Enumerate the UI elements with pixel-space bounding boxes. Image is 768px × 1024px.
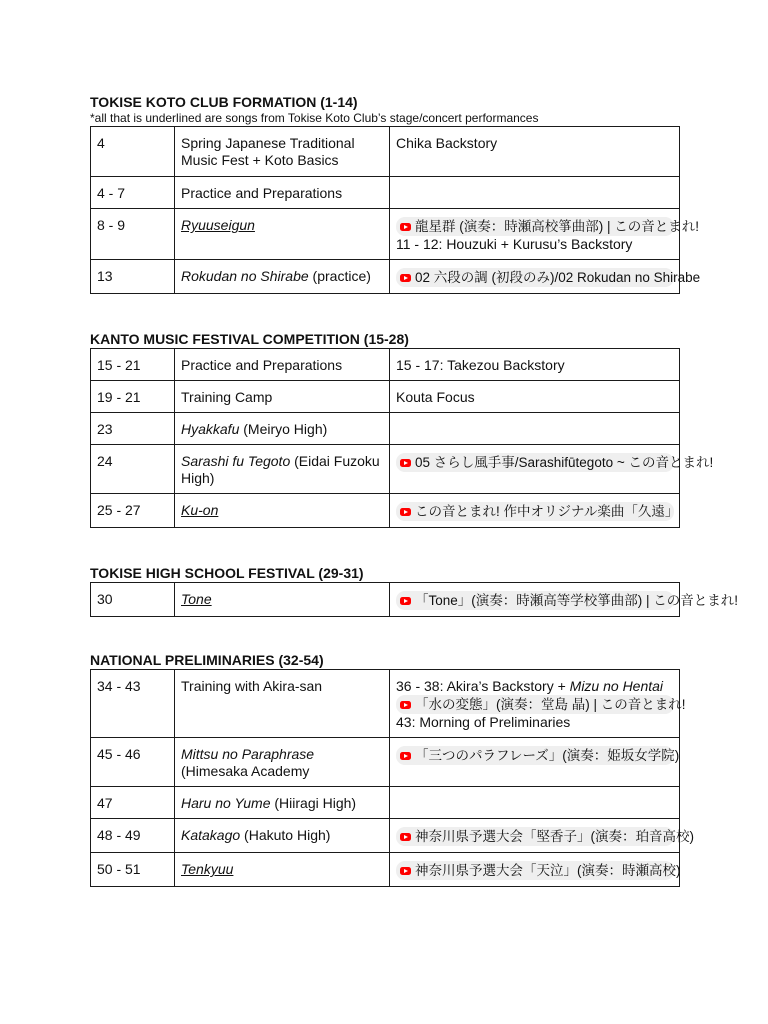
- event-cell: Practice and Preparations: [175, 177, 390, 209]
- youtube-icon: [400, 597, 411, 605]
- episode-cell: 4: [91, 127, 175, 177]
- notes-cell: [390, 583, 739, 617]
- song-title: Mizu no Hentai: [569, 678, 664, 694]
- episode-cell: 19 - 21: [91, 381, 175, 413]
- event-suffix: (Meiryo High): [239, 421, 328, 437]
- notes-cell: [390, 177, 680, 209]
- event-cell: [175, 494, 390, 528]
- episode-cell: 23: [91, 413, 175, 445]
- episode-table: [90, 582, 739, 617]
- youtube-link-title: 「三つのパラフレーズ」(演奏：姫坂女学院): [415, 748, 680, 763]
- youtube-link-title: 神奈川県予選大会「堅香子」(演奏：珀音高校): [415, 829, 694, 844]
- event-suffix: (Himesaka Academy: [181, 763, 310, 779]
- episode-cell: 24: [91, 445, 175, 494]
- notes-cell: [390, 853, 680, 887]
- song-title: Mittsu no Paraphrase: [181, 746, 315, 762]
- table-row: [91, 260, 680, 294]
- table-row: [91, 349, 680, 381]
- event-suffix: (Hakuto High): [240, 827, 331, 843]
- episode-table: [90, 348, 714, 528]
- song-title[interactable]: Ryuuseigun: [181, 217, 255, 233]
- youtube-icon: [400, 223, 411, 231]
- youtube-icon: [400, 701, 411, 709]
- table-row: [91, 381, 680, 413]
- notes-cell: [390, 738, 680, 787]
- episode-table: [90, 126, 701, 294]
- song-title[interactable]: Ku-on: [181, 502, 219, 518]
- song-title: Katakago: [181, 827, 241, 843]
- section-national-preliminaries: [90, 652, 694, 887]
- episode-cell: 47: [91, 787, 175, 819]
- episode-cell: 30: [91, 583, 175, 617]
- backstory-note: 36 - 38: Akira’s Backstory +: [396, 678, 570, 694]
- table-row: [91, 209, 680, 260]
- event-cell: [175, 738, 390, 787]
- episode-cell: 25 - 27: [91, 494, 175, 528]
- youtube-link-title: 神奈川県予選大会「天泣」(演奏：時瀬高校): [415, 863, 681, 878]
- event-suffix: (Eidai Fuzoku High): [181, 453, 380, 486]
- event-cell: [175, 260, 390, 294]
- notes-cell: [390, 819, 694, 853]
- song-title[interactable]: Tone: [181, 591, 212, 607]
- youtube-link-chip[interactable]: [396, 746, 680, 765]
- table-row: [91, 787, 680, 819]
- backstory-note: 43: Morning of Preliminaries: [396, 714, 571, 730]
- section-club-formation: [90, 94, 701, 294]
- youtube-link-chip[interactable]: [396, 861, 681, 880]
- notes-cell: 15 - 17: Takezou Backstory: [390, 349, 680, 381]
- youtube-link-chip[interactable]: [396, 502, 679, 521]
- event-cell: Practice and Preparations: [175, 349, 390, 381]
- table-row: [91, 819, 680, 853]
- table-row: [91, 670, 680, 738]
- episode-cell: 48 - 49: [91, 819, 175, 853]
- event-cell: [175, 853, 390, 887]
- event-cell: [175, 413, 390, 445]
- notes-cell: [390, 787, 680, 819]
- section-title: NATIONAL PRELIMINARIES (32-54): [90, 652, 324, 668]
- table-row: [91, 494, 680, 528]
- event-cell: [175, 209, 390, 260]
- episode-cell: 4 - 7: [91, 177, 175, 209]
- event-suffix: (practice): [308, 268, 371, 284]
- youtube-icon: [400, 508, 411, 516]
- episode-cell: 34 - 43: [91, 670, 175, 738]
- section-kanto-festival: [90, 331, 714, 528]
- youtube-link-chip[interactable]: [396, 827, 694, 846]
- youtube-link-chip[interactable]: [396, 453, 714, 472]
- youtube-icon: [400, 459, 411, 467]
- section-title: KANTO MUSIC FESTIVAL COMPETITION (15-28): [90, 331, 409, 347]
- episode-cell: 50 - 51: [91, 853, 175, 887]
- event-cell: Spring Japanese Traditional Music Fest + Koto Basics: [175, 127, 390, 177]
- notes-cell: Chika Backstory: [390, 127, 680, 177]
- section-school-festival: [90, 565, 739, 617]
- youtube-link-title: この音とまれ! 作中オリジナル楽曲「久遠」: [415, 504, 679, 519]
- table-row: [91, 177, 680, 209]
- episode-table: [90, 669, 694, 887]
- notes-cell: Kouta Focus: [390, 381, 680, 413]
- table-row: [91, 583, 680, 617]
- backstory-note: 11 - 12: Houzuki + Kurusu’s Backstory: [396, 236, 633, 252]
- youtube-icon: [400, 752, 411, 760]
- notes-cell: [390, 209, 700, 260]
- song-title[interactable]: Tenkyuu: [181, 861, 234, 877]
- youtube-link-title: 05 さらし風手事/Sarashifūtegoto ~ この音とまれ!: [415, 455, 714, 470]
- underline-note: *all that is underlined are songs from Tokise Koto Club’s stage/concert performances: [90, 111, 539, 125]
- episode-cell: 45 - 46: [91, 738, 175, 787]
- notes-cell: [390, 260, 701, 294]
- event-suffix: (Hiiragi High): [270, 795, 357, 811]
- youtube-link-chip[interactable]: [396, 217, 700, 236]
- youtube-icon: [400, 274, 411, 282]
- section-title: TOKISE KOTO CLUB FORMATION (1-14): [90, 94, 358, 110]
- youtube-icon: [400, 867, 411, 875]
- youtube-link-chip[interactable]: [396, 695, 686, 714]
- episode-cell: 8 - 9: [91, 209, 175, 260]
- youtube-link-title: 「Tone」(演奏：時瀬高等学校箏曲部) | この音とまれ!: [415, 593, 739, 608]
- song-title: Rokudan no Shirabe: [181, 268, 309, 284]
- event-cell: [175, 445, 390, 494]
- table-row: [91, 127, 680, 177]
- notes-cell: [390, 494, 680, 528]
- event-cell: Training Camp: [175, 381, 390, 413]
- table-row: [91, 738, 680, 787]
- song-title: Sarashi fu Tegoto: [181, 453, 291, 469]
- song-title: Hyakkafu: [181, 421, 240, 437]
- notes-cell: [390, 670, 686, 738]
- youtube-link-title: 龍星群 (演奏：時瀬高校箏曲部) | この音とまれ!: [415, 219, 700, 234]
- table-row: [91, 413, 680, 445]
- notes-cell: [390, 413, 680, 445]
- table-row: [91, 445, 680, 494]
- episode-cell: 15 - 21: [91, 349, 175, 381]
- table-row: [91, 853, 680, 887]
- youtube-link-title: 02 六段の調 (初段のみ)/02 Rokudan no Shirabe: [415, 270, 701, 285]
- section-title: TOKISE HIGH SCHOOL FESTIVAL (29-31): [90, 565, 364, 581]
- event-cell: [175, 819, 390, 853]
- event-cell: [175, 787, 390, 819]
- notes-cell: [390, 445, 714, 494]
- song-title: Haru no Yume: [181, 795, 271, 811]
- youtube-link-chip[interactable]: [396, 591, 739, 610]
- youtube-link-title: 「水の変態」(演奏：堂島 晶) | この音とまれ!: [415, 697, 686, 712]
- youtube-icon: [400, 833, 411, 841]
- youtube-link-chip[interactable]: [396, 268, 701, 287]
- event-cell: [175, 583, 390, 617]
- episode-cell: 13: [91, 260, 175, 294]
- event-cell: Training with Akira-san: [175, 670, 390, 738]
